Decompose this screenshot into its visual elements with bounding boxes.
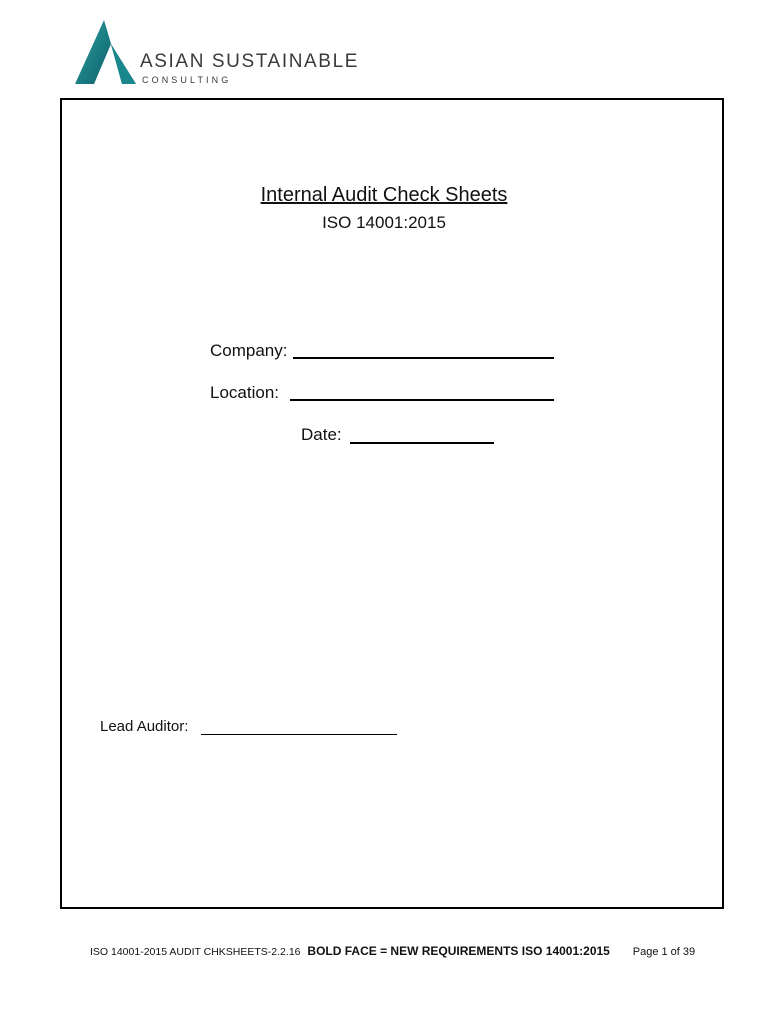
- logo-subtitle: CONSULTING: [142, 75, 232, 85]
- lead-auditor-field-line[interactable]: [201, 734, 397, 735]
- page-footer: [90, 945, 695, 958]
- footer-doc-code: ISO 14001-2015 AUDIT CHKSHEETS-2.2.16: [90, 946, 301, 958]
- logo-mountain-icon: [74, 20, 138, 86]
- date-label: Date:: [301, 425, 342, 444]
- location-field-line[interactable]: [290, 399, 554, 401]
- document-title: Internal Audit Check Sheets: [260, 184, 508, 206]
- company-logo: [74, 20, 374, 88]
- date-field-line[interactable]: [350, 442, 494, 444]
- company-field-line[interactable]: [293, 357, 554, 359]
- location-label: Location:: [210, 383, 279, 402]
- footer-note: BOLD FACE = NEW REQUIREMENTS ISO 14001:2015: [307, 944, 610, 958]
- footer-page-number: Page 1 of 39: [632, 946, 696, 958]
- lead-auditor-label: Lead Auditor:: [100, 718, 189, 735]
- document-subtitle: ISO 14001:2015: [322, 213, 446, 232]
- company-label: Company:: [210, 341, 288, 360]
- logo-name: ASIAN SUSTAINABLE: [140, 51, 360, 72]
